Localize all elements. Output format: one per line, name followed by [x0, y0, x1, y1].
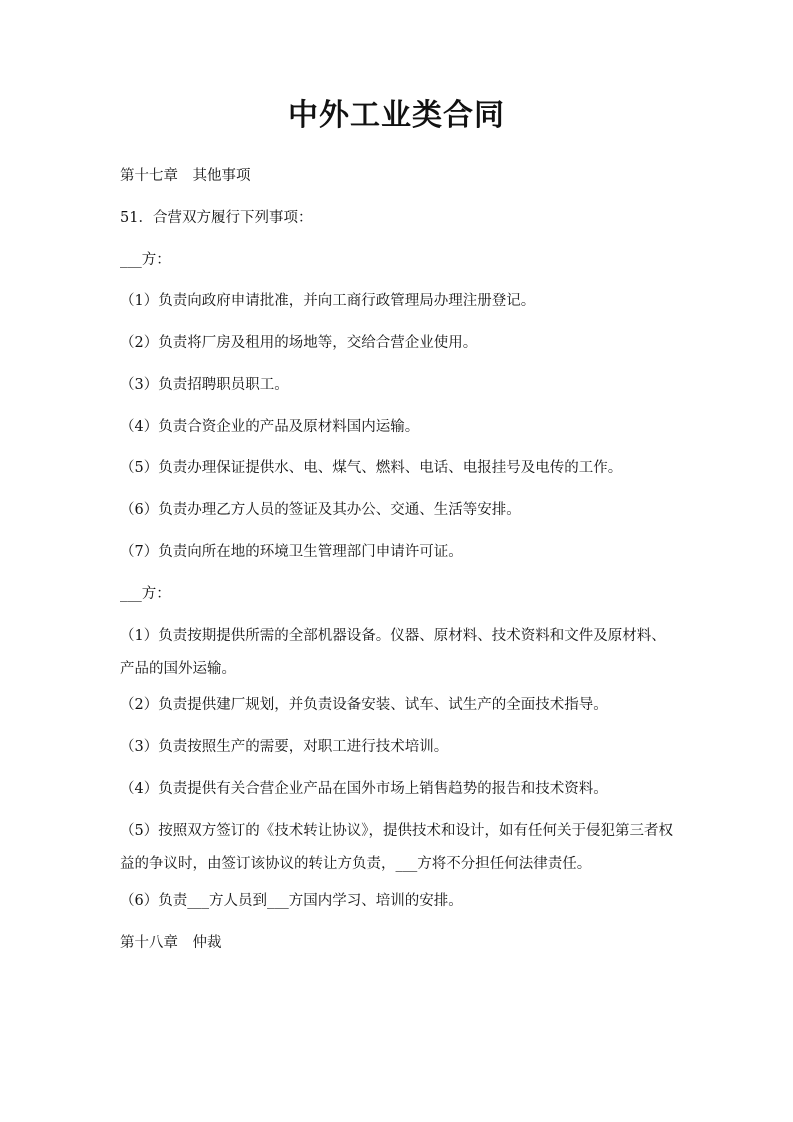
party-a-item-4: （4）负责合资企业的产品及原材料国内运输。: [120, 419, 420, 435]
party-a-item-7: （7）负责向所在地的环境卫生管理部门申请许可证。: [120, 544, 463, 560]
chapter-18-heading: 第十八章 仲裁: [120, 935, 222, 951]
party-b-label: ___方：: [120, 586, 171, 602]
clause-51: 51．合营双方履行下列事项：: [120, 210, 313, 226]
party-b-item-1: （1）负责按期提供所需的全部机器设备。仪器、原材料、技术资料和文件及原材料、产品的国外运输。: [120, 628, 666, 677]
document-title: 中外工业类合同: [288, 98, 505, 133]
party-b-item-6: （6）负责___方人员到___方国内学习、培训的安排。: [120, 893, 463, 909]
chapter-17-heading: 第十七章 其他事项: [120, 168, 251, 184]
party-b-item-3: （3）负责按照生产的需要，对职工进行技术培训。: [120, 739, 449, 755]
party-a-item-1: （1）负责向政府申请批准，并向工商行政管理局办理注册登记。: [120, 293, 536, 309]
party-a-item-6: （6）负责办理乙方人员的签证及其办公、交通、生活等安排。: [120, 502, 521, 518]
party-a-item-2: （2）负责将厂房及租用的场地等，交给合营企业使用。: [120, 335, 478, 351]
party-a-item-5: （5）负责办理保证提供水、电、煤气、燃料、电话、电报挂号及电传的工作。: [120, 460, 623, 476]
party-b-item-5: （5）按照双方签订的《技术转让协议》，提供技术和设计，如有任何关于侵犯第三者权益的争议时，由签订该协议的转让方负责，___方将不分担任何法律责任。: [120, 823, 673, 872]
party-a-label: ___方：: [120, 252, 171, 268]
party-b-item-4: （4）负责提供有关合营企业产品在国外市场上销售趋势的报告和技术资料。: [120, 781, 608, 797]
party-b-item-2: （2）负责提供建厂规划，并负责设备安装、试车、试生产的全面技术指导。: [120, 697, 608, 713]
party-a-item-3: （3）负责招聘职员职工。: [120, 377, 289, 393]
